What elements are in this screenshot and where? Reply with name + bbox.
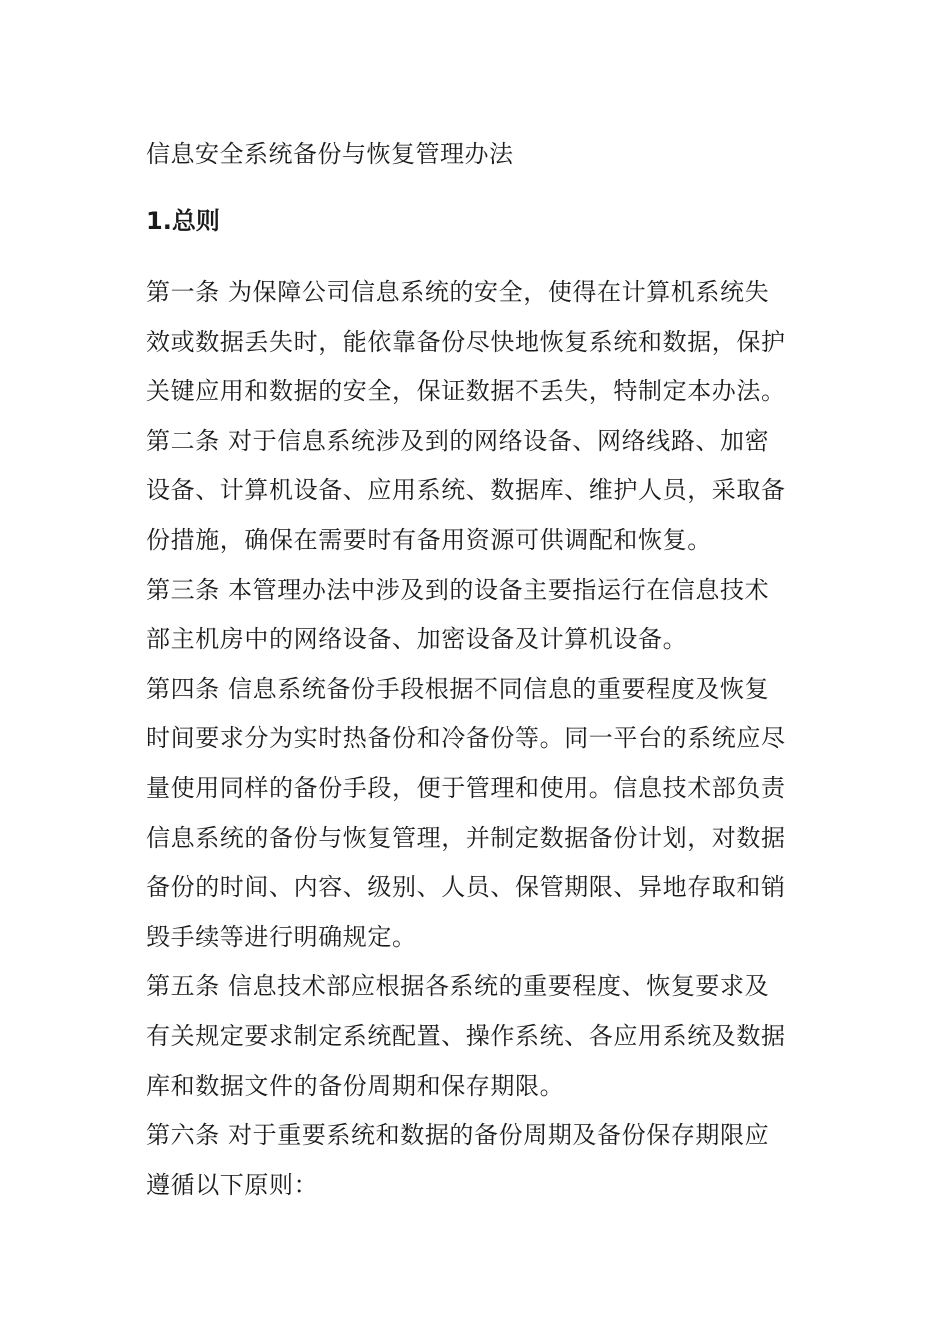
body-line: 关键应用和数据的安全，保证数据不丢失，特制定本办法。 xyxy=(146,377,786,406)
body-line: 效或数据丢失时，能依靠备份尽快地恢复系统和数据，保护 xyxy=(146,327,786,356)
section-heading: 1.总则 xyxy=(146,207,220,235)
body-line: 第四条 信息系统备份手段根据不同信息的重要程度及恢复 xyxy=(146,674,770,703)
document-body xyxy=(146,268,826,1210)
body-line: 信息系统的备份与恢复管理，并制定数据备份计划，对数据 xyxy=(146,823,786,852)
body-line: 遵循以下原则： xyxy=(146,1170,319,1199)
body-line: 部主机房中的网络设备、加密设备及计算机设备。 xyxy=(146,625,688,654)
body-line: 第一条 为保障公司信息系统的安全，使得在计算机系统失 xyxy=(146,278,770,306)
body-line: 第三条 本管理办法中涉及到的设备主要指运行在信息技术 xyxy=(146,575,770,604)
body-line: 库和数据文件的备份周期和保存期限。 xyxy=(146,1071,565,1100)
body-line: 设备、计算机设备、应用系统、数据库、维护人员，采取备 xyxy=(146,476,786,505)
body-line: 量使用同样的备份手段，便于管理和使用。信息技术部负责 xyxy=(146,773,786,802)
body-line: 第六条 对于重要系统和数据的备份周期及备份保存期限应 xyxy=(146,1121,770,1150)
body-line: 备份的时间、内容、级别、人员、保管期限、异地存取和销 xyxy=(146,873,786,902)
body-line: 份措施，确保在需要时有备用资源可供调配和恢复。 xyxy=(146,525,712,554)
body-line: 毁手续等进行明确规定。 xyxy=(146,922,417,951)
body-line: 第五条 信息技术部应根据各系统的重要程度、恢复要求及 xyxy=(146,972,770,1001)
body-line: 第二条 对于信息系统涉及到的网络设备、网络线路、加密 xyxy=(146,426,770,455)
document-title: 信息安全系统备份与恢复管理办法 xyxy=(146,140,514,168)
body-line: 时间要求分为实时热备份和冷备份等。同一平台的系统应尽 xyxy=(146,724,786,753)
body-line: 有关规定要求制定系统配置、操作系统、各应用系统及数据 xyxy=(146,1021,786,1050)
